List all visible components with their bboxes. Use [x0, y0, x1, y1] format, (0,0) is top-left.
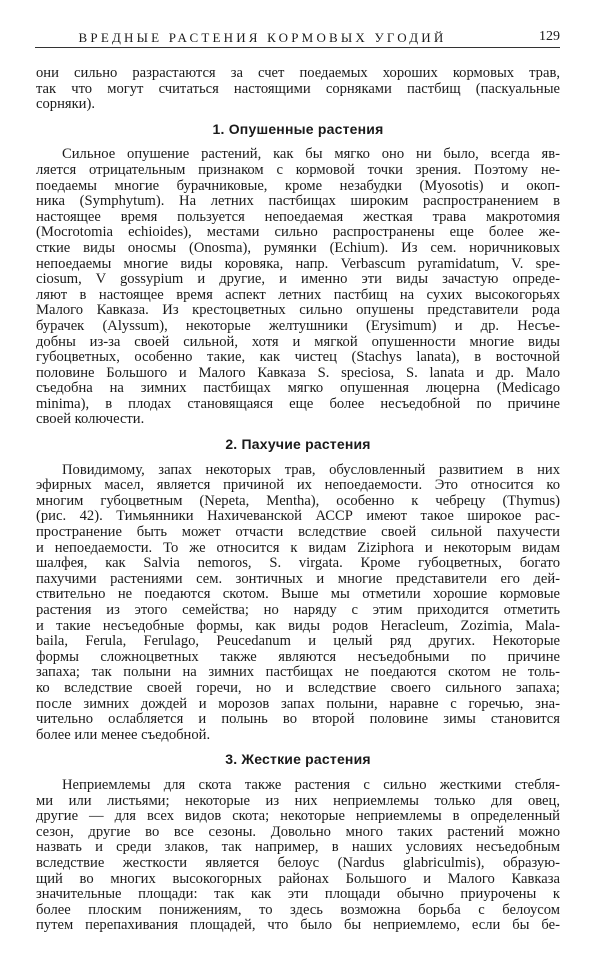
- text-line: minima), в плодах становящаяся еще более несъедобной по причине: [36, 395, 560, 412]
- text-line: путем перепахивания площадей, что было бы неприемлемо, если бы бе-: [36, 917, 560, 934]
- section-heading: 2. Пахучие растения: [225, 436, 371, 453]
- text-line: после зимних дождей и морозов запах полыни, наравне с горечью, зна-: [36, 695, 560, 712]
- text-line: так что могут считаться настоящими сорняками пастбищ (паскуальные: [36, 80, 560, 97]
- text-line: вследствие жесткости является белоус (Nardus glabriculmis), образую-: [36, 854, 560, 871]
- text-line: растения из этого семейства; но наряду с этим приходится отметить: [36, 602, 560, 618]
- page-body: [36, 66, 560, 934]
- running-title: ВРЕДНЫЕ РАСТЕНИЯ КОРМОВЫХ УГОДИЙ: [78, 30, 447, 45]
- text-line: более плоским понижениям, то здесь возможна борьба с белоусом: [36, 901, 560, 918]
- section-heading: 1. Опушенные растения: [212, 120, 384, 137]
- text-line: ляют в настоящее время аспект летних пастбищ на сухих высокогорьях: [36, 286, 560, 303]
- text-line: половине Большого и Малого Кавказа S. speciosa, S. lanata и др. Мало: [36, 364, 560, 381]
- text-line: они сильно разрастаются за счет поедаемых хороших кормовых трав,: [36, 65, 560, 81]
- text-line: пахучими растениями сем. зонтичных и многие представители его дей-: [36, 570, 560, 587]
- text-line: другие — для всех видов скота; некоторые неприемлемы в определенный: [36, 808, 560, 825]
- text-line: губоцветных, особенно такие, как чистец (Stachys lanata), в восточной: [36, 349, 560, 366]
- text-line: поедаемы многие бурачниковые, кроме незабудки (Myosotis) и окоп-: [36, 177, 560, 194]
- header-rule: [35, 47, 560, 48]
- text-line: и такие несъедобные формы, как виды родов Heracleum, Zozimia, Mala-: [36, 617, 560, 634]
- text-line: настоящее время пользуется непоедаемая жесткая трава макротомия: [36, 208, 560, 225]
- text-line: сорняки).: [36, 96, 96, 113]
- text-line: (Mocrotomia echioides), местами сильно распространены еще более же-: [36, 224, 560, 241]
- text-line: шалфея, как Salvia nemoros, S. virgata. Кроме губоцветных, богато: [36, 555, 560, 572]
- text-line: добны из-за своей сильной, хотя и мягкой опушенности многие виды: [36, 333, 560, 350]
- text-line: назвать и среди злаков, так например, в наших условиях несъедобным: [36, 839, 560, 856]
- text-line: чительно ослабляется и полынь во второй половине зимы становится: [36, 711, 560, 728]
- text-line: (рис. 42). Тимьянники Нахичеванской АССР имеют такое широкое рас-: [36, 508, 560, 525]
- page-number: 129: [539, 29, 560, 44]
- text-line: Повидимому, запах некоторых трав, обусловленный развитием в них: [62, 461, 560, 478]
- text-line: сезон, другие во все сезоны. Довольно много таких растений можно: [36, 823, 560, 840]
- text-line: значительные площади: так как эти площади обычно приурочены к: [36, 886, 560, 903]
- section-heading: 3. Жесткие растения: [225, 751, 371, 768]
- text-line: своей колючести.: [36, 411, 145, 428]
- text-line: бурачек (Alyssum), некоторые желтушники (Erysimum) и др. Несъе-: [36, 317, 560, 334]
- text-line: ника (Symphytum). На летних пастбищах широким распространением в: [36, 193, 560, 210]
- text-line: Малого Кавказа. Из крестоцветных сильно опушены представители рода: [36, 302, 560, 319]
- text-line: Сильное опушение растений, как бы мягко оно ни было, всегда яв-: [62, 146, 560, 163]
- text-line: эфирных масел, является причиной их непоедаемости. Это относится ко: [36, 477, 560, 494]
- text-line: щий во многих высокогорных районах Большого и Малого Кавказа: [36, 870, 560, 887]
- text-line: Неприемлемы для скота также растения с сильно жесткими стебля-: [62, 776, 560, 793]
- text-line: ствительно не поедаются скотом. Выше мы отметили хорошие кормовые: [36, 586, 560, 603]
- text-line: ми или листьями; некоторые из них неприемлемы только для овец,: [36, 792, 560, 809]
- text-line: пространение быть может отчасти вследствие своей сильной пахучести: [36, 524, 560, 541]
- text-line: формы сложноцветных также являются несъедобными по причине: [36, 648, 560, 665]
- text-line: ляется отрицательным признаком с кормовой точки зрения. Поэтому не-: [36, 161, 560, 178]
- running-head: [35, 28, 560, 48]
- text-line: многим губоцветным (Nepeta, Mentha), особенно к чебрецу (Thymus): [36, 492, 560, 509]
- text-line: и непоедаемости. То же относится к видам Ziziphora и некоторым видам: [36, 539, 560, 556]
- text-line: запаха; так полыни на зимних пастбищах не поедаются скотом не толь-: [36, 664, 560, 681]
- text-line: сткие виды оносмы (Onosma), румянки (Echium). Из сем. норичниковых: [36, 239, 560, 256]
- text-line: съедобна на зимних пастбищах мягко опушенная люцерна (Medicago: [36, 380, 560, 397]
- text-line: baila, Ferula, Ferulago, Peucedanum и целый ряд других. Некоторые: [36, 633, 560, 650]
- text-line: ciosum, V gossypium и другие, и именно эти виды зачастую опреде-: [36, 271, 560, 288]
- text-line: более или менее съедобной.: [36, 726, 211, 743]
- text-line: ко вследствие своей горечи, но и вследствие своего сильного запаха;: [36, 679, 560, 696]
- text-line: непоедаемы многие виды коровяка, напр. Verbascum pyramidatum, V. spe-: [36, 255, 560, 272]
